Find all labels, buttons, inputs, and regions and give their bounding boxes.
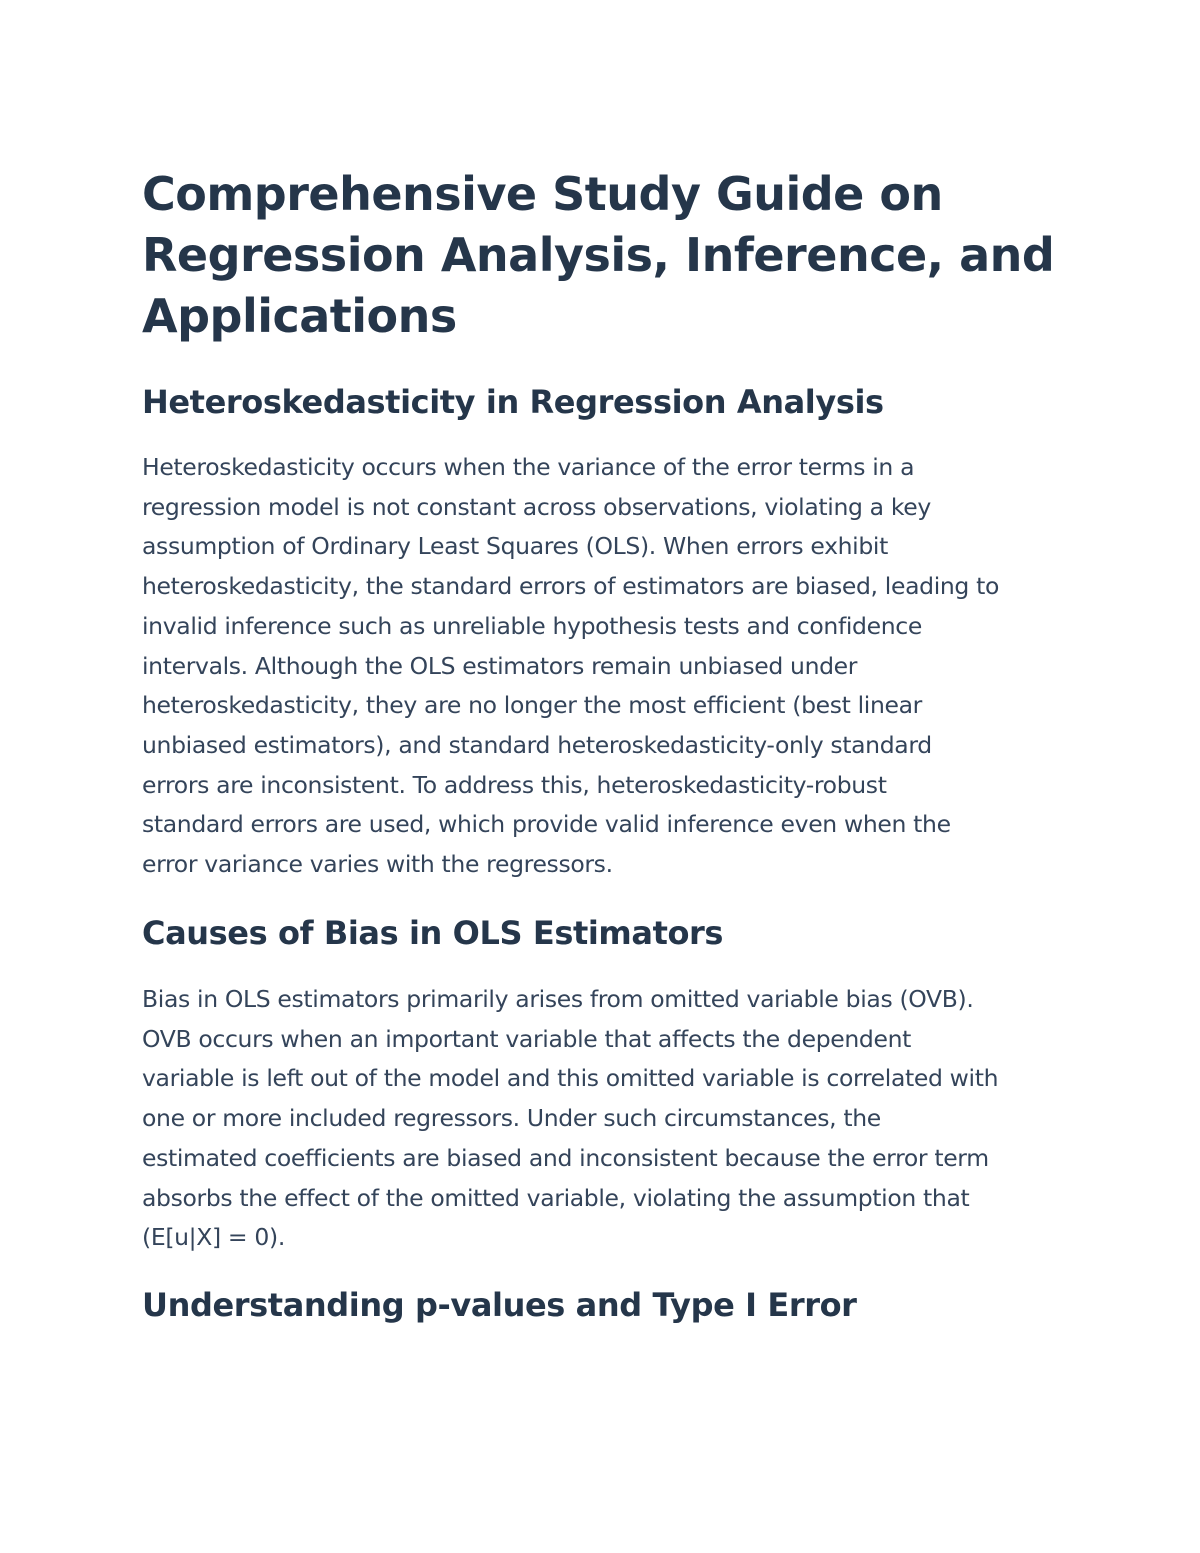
- paragraph-line: heteroskedasticity, the standard errors of estimators are biased, leading to: [142, 572, 999, 601]
- paragraph-line: assumption of Ordinary Least Squares (OLS). When errors exhibit: [142, 532, 888, 561]
- title-line: Regression Analysis, Inference, and: [142, 228, 1055, 282]
- paragraph-line: Heteroskedasticity occurs when the variance of the error terms in a: [142, 453, 915, 481]
- paragraph-line: unbiased estimators), and standard heteroskedasticity-only standard: [142, 730, 932, 759]
- section-heading-heteroskedasticity: Heteroskedasticity in Regression Analysis: [142, 383, 884, 421]
- paragraph-line: estimated coefficients are biased and inconsistent because the error term: [142, 1143, 989, 1172]
- paragraph-line: heteroskedasticity, they are no longer the most efficient (best linear: [142, 691, 922, 720]
- paragraph-line: OVB occurs when an important variable that affects the dependent: [142, 1024, 911, 1053]
- paragraph-line: one or more included regressors. Under such circumstances, the: [142, 1104, 881, 1133]
- title-line: Comprehensive Study Guide on: [142, 167, 943, 221]
- paragraph-line: invalid inference such as unreliable hypothesis tests and confidence: [142, 611, 922, 640]
- paragraph-line: error variance varies with the regressors.: [142, 850, 613, 879]
- section-body-ols-bias: [142, 980, 1082, 1258]
- section-body-heteroskedasticity: [142, 448, 1082, 885]
- section-heading-ols-bias: Causes of Bias in OLS Estimators: [142, 914, 724, 952]
- paragraph-line: intervals. Although the OLS estimators remain unbiased under: [142, 651, 858, 680]
- paragraph-line: (E[u|X] = 0).: [142, 1223, 285, 1252]
- paragraph-line: Bias in OLS estimators primarily arises from omitted variable bias (OVB).: [142, 985, 974, 1013]
- paragraph-line: standard errors are used, which provide valid inference even when the: [142, 810, 951, 839]
- section-heading-p-values: Understanding p-values and Type I Error: [142, 1286, 857, 1324]
- paragraph-line: regression model is not constant across observations, violating a key: [142, 492, 931, 521]
- paragraph-line: absorbs the effect of the omitted variable, violating the assumption that: [142, 1183, 970, 1212]
- document-title: [142, 164, 1055, 347]
- paragraph-line: errors are inconsistent. To address this, heteroskedasticity-robust: [142, 770, 887, 799]
- title-line: Applications: [142, 289, 457, 343]
- paragraph-line: variable is left out of the model and this omitted variable is correlated with: [142, 1064, 999, 1093]
